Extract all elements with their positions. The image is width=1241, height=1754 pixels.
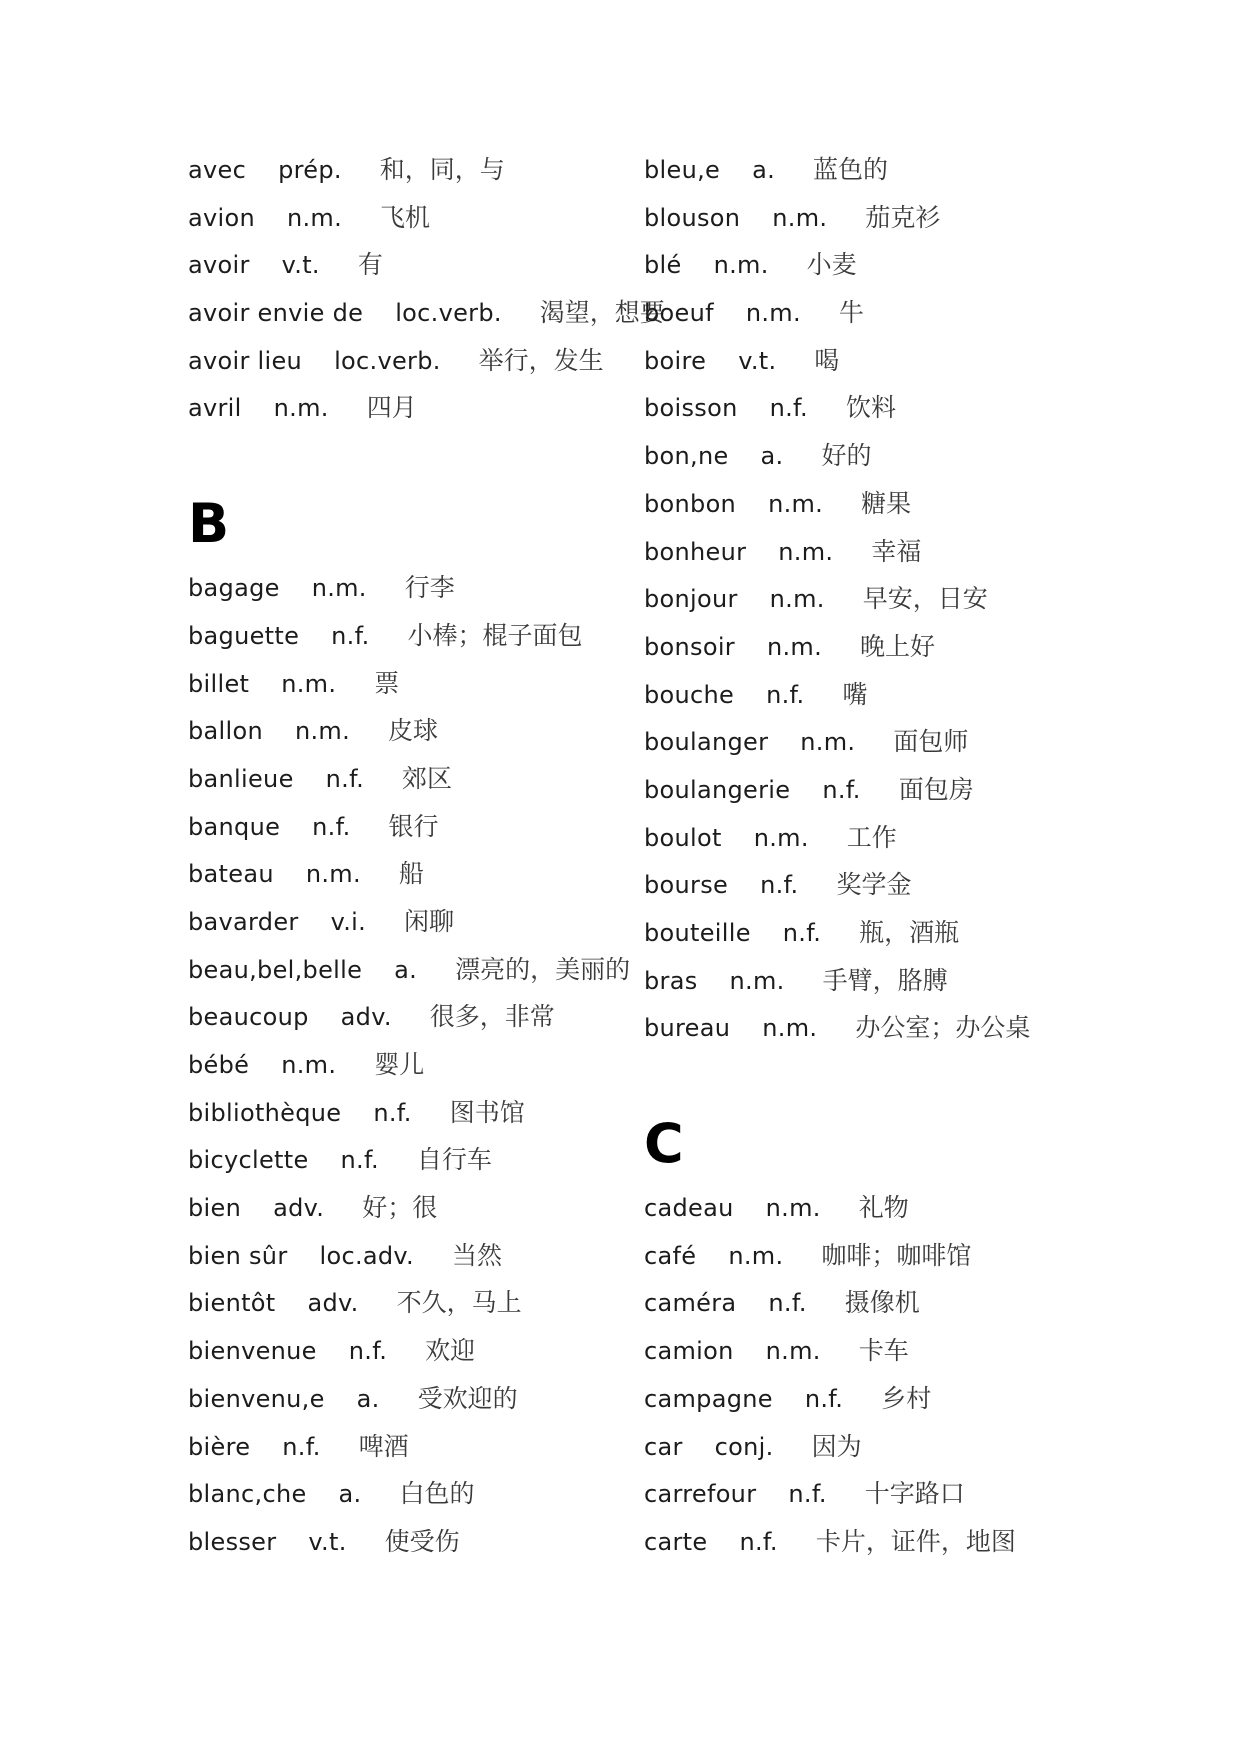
entry-pos: v.i. [330, 907, 367, 936]
entry-meaning: 举行，发生 [478, 345, 604, 375]
dictionary-entry [188, 1184, 628, 1232]
entry-meaning: 小麦 [806, 250, 857, 280]
dictionary-entry [644, 623, 1164, 671]
entry-meaning: 白色的 [399, 1479, 475, 1509]
entry-meaning: 咖啡；咖啡馆 [821, 1240, 972, 1270]
entry-word: bouche [644, 680, 735, 709]
entry-word: boeuf [644, 299, 714, 328]
entry-pos: n.m. [765, 1194, 821, 1223]
entry-meaning: 喝 [814, 345, 840, 375]
entry-meaning: 银行 [388, 811, 439, 841]
entry-pos: n.m. [768, 489, 824, 518]
dictionary-entry [644, 480, 1164, 528]
entry-pos: n.f. [766, 680, 805, 709]
entry-word: avoir envie de [188, 299, 364, 328]
entry-meaning: 使受伤 [384, 1526, 460, 1556]
entry-pos: n.f. [282, 1432, 321, 1461]
entry-pos: n.m. [766, 632, 823, 661]
entry-pos: n.f. [373, 1098, 412, 1127]
dictionary-entry [188, 241, 628, 289]
entry-meaning: 四月 [366, 393, 417, 423]
entry-meaning: 手臂，胳膊 [822, 965, 948, 995]
dictionary-entry [644, 957, 1164, 1005]
entry-word: carte [644, 1527, 708, 1556]
entry-meaning: 图书馆 [449, 1097, 525, 1127]
entry-meaning: 卡车 [858, 1336, 909, 1366]
entry-word: avril [188, 394, 242, 423]
entry-word: bienvenue [188, 1337, 317, 1366]
entry-word: bourse [644, 871, 729, 900]
entry-meaning: 有 [357, 250, 383, 280]
entry-pos: n.f. [804, 1384, 844, 1413]
entry-pos: n.m. [753, 823, 809, 852]
entry-meaning: 糖果 [861, 488, 912, 518]
entry-word: avion [188, 203, 255, 232]
entry-word: caméra [644, 1289, 737, 1318]
entry-pos: conj. [714, 1432, 774, 1461]
entry-pos: n.m. [273, 394, 329, 423]
dictionary-entry [644, 1232, 1164, 1280]
entry-word: bon,ne [644, 442, 729, 471]
entry-word: bleu,e [644, 156, 721, 184]
dictionary-entry [188, 1136, 628, 1184]
entry-word: bicyclette [188, 1146, 309, 1175]
dictionary-entry [644, 718, 1164, 766]
dictionary-entry [644, 194, 1164, 242]
dictionary-entry [188, 1279, 628, 1327]
entry-meaning: 飞机 [380, 202, 431, 232]
dictionary-entry [188, 1375, 628, 1423]
entry-meaning: 不久，马上 [396, 1288, 522, 1318]
entry-pos: n.f. [348, 1337, 388, 1366]
entry-pos: n.f. [331, 621, 370, 650]
entry-word: blesser [188, 1527, 277, 1556]
entry-word: carrefour [644, 1480, 757, 1509]
dictionary-entry [644, 1327, 1164, 1375]
entry-meaning: 面包房 [898, 774, 974, 804]
entry-word: bonjour [644, 585, 738, 614]
entry-word: car [644, 1432, 683, 1461]
entry-meaning: 自行车 [416, 1145, 492, 1175]
entry-meaning: 十字路口 [864, 1479, 965, 1509]
entry-meaning: 漂亮的，美丽的 [455, 954, 631, 984]
entry-word: avoir [188, 251, 250, 280]
dictionary-entry [644, 146, 1164, 194]
entry-pos: n.m. [765, 1337, 821, 1366]
entry-meaning: 好的 [821, 441, 872, 471]
entry-pos: n.m. [778, 537, 834, 566]
dictionary-entry [188, 1089, 628, 1137]
dictionary-entry [188, 946, 631, 994]
dictionary-entry [644, 575, 1164, 623]
dictionary-entry [644, 814, 1164, 862]
entry-pos: n.m. [729, 966, 785, 995]
entry-pos: n.m. [305, 860, 361, 889]
entry-meaning: 好；很 [362, 1193, 438, 1223]
dictionary-entry [644, 1518, 1164, 1566]
dictionary-entry [188, 194, 628, 242]
dictionary-entry [644, 289, 1164, 337]
entry-word: billet [188, 669, 250, 698]
dictionary-entry [644, 766, 1164, 814]
dictionary-entry [644, 432, 1164, 480]
entry-meaning: 票 [374, 668, 400, 698]
entry-meaning: 因为 [811, 1431, 862, 1461]
entry-meaning: 啤酒 [358, 1431, 409, 1461]
entry-pos: n.m. [772, 203, 828, 232]
entry-meaning: 卡片，证件，地图 [815, 1526, 1016, 1556]
entry-word: boire [644, 346, 707, 375]
dictionary-entry [188, 146, 628, 194]
dictionary-entry [644, 861, 1164, 909]
entry-meaning: 船 [398, 859, 424, 889]
entry-word: avoir lieu [188, 346, 303, 375]
entry-meaning: 和，同，与 [379, 155, 505, 184]
entry-meaning: 很多，非常 [429, 1002, 555, 1032]
entry-meaning: 闲聊 [404, 906, 455, 936]
entry-pos: n.m. [762, 1014, 818, 1043]
dictionary-entry [644, 241, 1164, 289]
entry-word: banque [188, 812, 281, 841]
entry-meaning: 茄克衫 [865, 202, 941, 232]
entry-word: bonsoir [644, 632, 735, 661]
dictionary-entry [188, 1470, 628, 1518]
entry-meaning: 饮料 [845, 393, 896, 423]
entry-word: camion [644, 1337, 734, 1366]
entry-pos: v.t. [281, 251, 320, 280]
entry-pos: n.f. [822, 775, 861, 804]
entry-word: boisson [644, 394, 738, 423]
dictionary-entry [188, 755, 628, 803]
dictionary-entry [644, 1470, 1164, 1518]
entry-meaning: 摄像机 [844, 1288, 920, 1318]
dictionary-entry [188, 993, 628, 1041]
dictionary-entry [188, 660, 628, 708]
section-header-c: C [644, 1112, 684, 1176]
entry-meaning: 受欢迎的 [417, 1383, 518, 1413]
entry-word: bouteille [644, 919, 751, 947]
section-header-b: B [188, 492, 230, 556]
entry-pos: n.m. [281, 1051, 337, 1079]
entry-word: bien [188, 1194, 242, 1223]
entry-word: boulangerie [644, 775, 791, 804]
entry-word: bagage [188, 574, 280, 603]
entry-meaning: 婴儿 [374, 1050, 425, 1079]
dictionary-entry [188, 1232, 628, 1280]
entry-pos: n.m. [311, 574, 367, 603]
entry-word: bière [188, 1432, 251, 1461]
entry-meaning: 牛 [838, 298, 864, 328]
entry-word: blanc,che [188, 1480, 307, 1509]
entry-pos: n.m. [745, 299, 801, 328]
entry-pos: n.f. [768, 1289, 807, 1318]
dictionary-entry [644, 337, 1164, 385]
entry-pos: a. [356, 1384, 380, 1413]
entry-pos: n.m. [286, 203, 343, 232]
entry-word: bien sûr [188, 1241, 288, 1270]
entry-word: bureau [644, 1014, 731, 1043]
entry-pos: n.f. [760, 871, 799, 900]
dictionary-entry [644, 671, 1164, 719]
dictionary-entry [644, 1184, 1164, 1232]
entry-word: banlieue [188, 764, 294, 793]
dictionary-entry [188, 612, 628, 660]
dictionary-entry [188, 707, 628, 755]
entry-pos: n.m. [800, 728, 856, 757]
entry-word: cadeau [644, 1194, 734, 1223]
dictionary-entry [188, 384, 628, 432]
entry-pos: loc.verb. [334, 346, 441, 375]
dictionary-entry [188, 564, 628, 612]
entry-word: beaucoup [188, 1003, 309, 1032]
entry-meaning: 奖学金 [836, 870, 912, 900]
entry-meaning: 皮球 [388, 716, 439, 746]
entry-meaning: 幸福 [871, 536, 922, 566]
entry-word: avec [188, 156, 247, 184]
entry-word: bébé [188, 1051, 250, 1079]
entry-word: blouson [644, 203, 741, 232]
entry-meaning: 面包师 [893, 727, 969, 757]
entry-pos: adv. [340, 1003, 392, 1032]
dictionary-entry [644, 384, 1164, 432]
entry-word: boulanger [644, 728, 769, 757]
dictionary-entry [188, 337, 628, 385]
entry-pos: n.f. [739, 1527, 778, 1556]
entry-pos: n.f. [340, 1146, 379, 1175]
entry-meaning: 当然 [452, 1240, 503, 1270]
dictionary-entry [644, 1279, 1164, 1327]
entry-word: bonbon [644, 489, 737, 518]
entry-pos: a. [752, 156, 776, 184]
dictionary-entry [644, 1004, 1164, 1052]
entry-word: beau,bel,belle [188, 955, 363, 984]
dictionary-entry [188, 898, 628, 946]
dictionary-entry [644, 528, 1164, 576]
dictionary-entry [188, 803, 628, 851]
entry-meaning: 礼物 [858, 1193, 909, 1223]
entry-word: campagne [644, 1384, 773, 1413]
entry-meaning: 渴望，想要 [539, 298, 665, 328]
entry-pos: n.f. [769, 394, 808, 423]
entry-word: bateau [188, 860, 274, 889]
entry-word: bavarder [188, 907, 299, 936]
dictionary-entry [188, 850, 628, 898]
entry-meaning: 办公室；办公桌 [855, 1013, 1031, 1043]
entry-meaning: 乡村 [881, 1383, 932, 1413]
entry-pos: n.m. [713, 251, 769, 280]
entry-meaning: 早安，日安 [862, 584, 988, 614]
entry-meaning: 郊区 [402, 763, 453, 793]
entry-pos: loc.adv. [319, 1241, 414, 1270]
entry-pos: adv. [273, 1194, 325, 1223]
entry-meaning: 小棒；棍子面包 [407, 620, 583, 650]
entry-pos: v.t. [738, 346, 777, 375]
entry-pos: loc.verb. [395, 299, 502, 328]
dictionary-entry [644, 1375, 1164, 1423]
dictionary-entry [188, 1423, 628, 1471]
entry-word: blé [644, 251, 682, 280]
entry-meaning: 蓝色的 [813, 155, 889, 184]
entry-pos: n.m. [728, 1241, 784, 1270]
entry-pos: n.m. [281, 669, 337, 698]
dictionary-entry [188, 1327, 628, 1375]
right-column [644, 146, 1164, 1566]
entry-meaning: 瓶，酒瓶 [859, 918, 960, 947]
entry-pos: n.f. [788, 1480, 827, 1509]
entry-pos: a. [760, 442, 784, 471]
entry-word: ballon [188, 717, 263, 746]
entry-meaning: 行李 [404, 573, 455, 603]
entry-pos: n.m. [769, 585, 825, 614]
entry-pos: a. [338, 1480, 362, 1509]
entry-pos: n.f. [312, 812, 351, 841]
entry-pos: n.m. [294, 717, 351, 746]
dictionary-entry [188, 1041, 628, 1089]
entry-word: bras [644, 966, 698, 995]
entry-word: bibliothèque [188, 1098, 342, 1127]
entry-meaning: 欢迎 [425, 1336, 476, 1366]
dictionary-entry [644, 909, 1164, 957]
entry-pos: n.f. [782, 919, 822, 947]
entry-word: café [644, 1241, 697, 1270]
dictionary-entry [188, 289, 665, 337]
entry-meaning: 嘴 [842, 679, 868, 709]
entry-meaning: 工作 [846, 822, 897, 852]
dictionary-entry [188, 1518, 628, 1566]
dictionary-entry [644, 1423, 1164, 1471]
entry-pos: v.t. [308, 1527, 347, 1556]
entry-pos: a. [394, 955, 418, 984]
entry-pos: prép. [278, 156, 342, 184]
entry-pos: adv. [307, 1289, 359, 1318]
entry-pos: n.f. [325, 764, 365, 793]
entry-meaning: 晚上好 [860, 631, 936, 661]
entry-word: baguette [188, 621, 300, 650]
entry-word: bienvenu,e [188, 1384, 325, 1413]
entry-word: bientôt [188, 1289, 276, 1318]
entry-word: boulot [644, 823, 722, 852]
entry-word: bonheur [644, 537, 747, 566]
